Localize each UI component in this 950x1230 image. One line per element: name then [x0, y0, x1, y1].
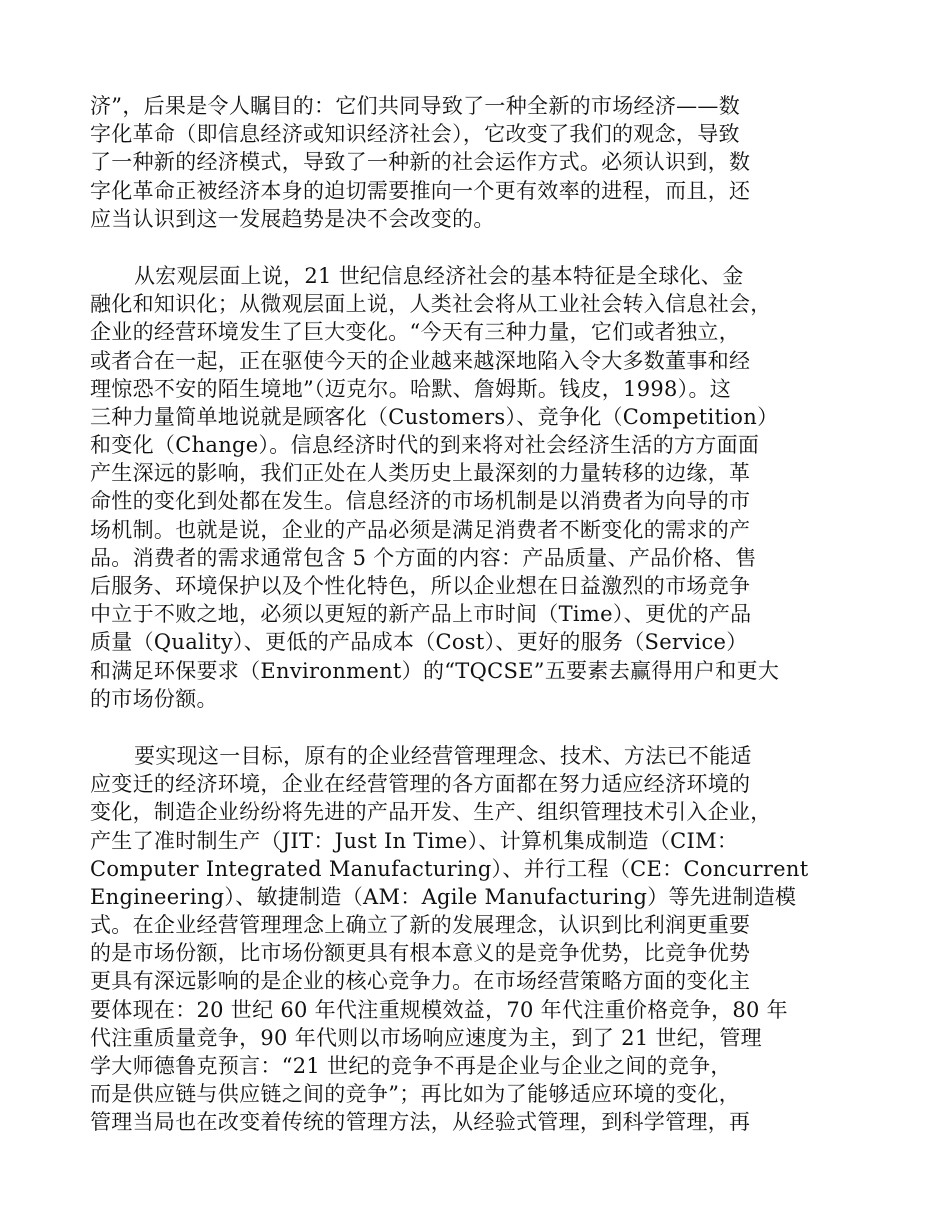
paragraph-2-line-5: 理惊恐不安的陌生境地”（迈克尔。哈默、詹姆斯。钱皮，1998）。这	[90, 376, 732, 401]
paragraph-3-line-3: 变化，制造企业纷纷将先进的产品开发、生产、组织管理技术引入企业，	[90, 800, 772, 825]
paragraph-2-line-1: 从宏观层面上说，21 世纪信息经济社会的基本特征是全球化、金	[134, 263, 744, 288]
paragraph-1-line-2: 字化革命（即信息经济或知识经济社会），它改变了我们的观念，导致	[90, 122, 740, 147]
paragraph-2-line-10: 场机制。也就是说，企业的产品必须是满足消费者不断变化的需求的产	[90, 517, 751, 542]
paragraph-3-line-9: 更具有深远影响的是企业的核心竞争力。在市场经营策略方面的变化主	[90, 969, 751, 994]
paragraph-2-line-4: 或者合在一起，正在驱使今天的企业越来越深地陷入令大多数董事和经	[90, 348, 751, 373]
paragraph-3-line-10: 要体现在：20 世纪 60 年代注重规模效益，70 年代注重价格竞争，80 年	[90, 997, 788, 1022]
paragraph-1-line-1: 济”，后果是令人瞩目的：它们共同导致了一种全新的市场经济——数	[90, 94, 741, 118]
paragraph-3-line-4: 产生了准时制生产（JIT：Just In Time）、计算机集成制造（CIM：	[90, 828, 739, 853]
paragraph-2-line-8: 产生深远的影响，我们正处在人类历史上最深刻的力量转移的边缘，革	[90, 461, 751, 486]
document-page	[90, 92, 870, 1137]
paragraph-3-line-2: 应变迁的经济环境，企业在经营管理的各方面都在努力适应经济环境的	[90, 772, 751, 797]
paragraph-1	[90, 92, 870, 233]
paragraph-1-line-4: 字化革命正被经济本身的迫切需要推向一个更有效率的进程，而且，还	[90, 178, 751, 203]
paragraph-3-line-14: 管理当局也在改变着传统的管理方法，从经验式管理，到科学管理，再	[90, 1110, 751, 1135]
paragraph-2-line-16: 的市场份额。	[90, 686, 218, 711]
paragraph-2-line-12: 后服务、环境保护以及个性化特色，所以企业想在日益激烈的市场竞争	[90, 574, 751, 598]
paragraph-3-line-1: 要实现这一目标，原有的企业经营管理理念、技术、方法已不能适	[134, 743, 752, 768]
paragraph-2-line-7: 和变化（Change）。信息经济时代的到来将对社会经济生活的方方面面	[90, 433, 760, 458]
paragraph-3-line-8: 的是市场份额，比市场份额更具有根本意义的是竞争优势，比竞争优势	[90, 941, 751, 966]
paragraph-3-line-11: 代注重质量竞争，90 年代则以市场响应速度为主，到了 21 世纪，管理	[90, 1025, 762, 1050]
paragraph-2-line-6: 三种力量简单地说就是顾客化（Customers）、竞争化（Competition）	[90, 404, 779, 429]
paragraph-2-line-15: 和满足环保要求（Environment）的“TQCSE”五要素去赢得用户和更大	[90, 658, 780, 683]
paragraph-3-line-12: 学大师德鲁克预言：“21 世纪的竞争不再是企业与企业之间的竞争，	[90, 1054, 732, 1078]
paragraph-3-line-7: 式。在企业经营管理理念上确立了新的发展理念，认识到比利润更重要	[90, 913, 751, 938]
paragraph-1-line-3: 了一种新的经济模式，导致了一种新的社会运作方式。必须认识到，数	[90, 150, 751, 175]
paragraph-2-line-14: 质量（Quality）、更低的产品成本（Cost）、更好的服务（Service）	[90, 630, 748, 655]
paragraph-2-line-2: 融化和知识化；从微观层面上说，人类社会将从工业社会转入信息社会，	[90, 292, 772, 317]
paragraph-2	[90, 262, 870, 713]
paragraph-3-line-13: 而是供应链与供应链之间的竞争”；再比如为了能够适应环境的变化，	[90, 1082, 741, 1107]
paragraph-3	[90, 742, 870, 1137]
paragraph-3-line-5: Computer Integrated Manufacturing）、并行工程（CE：Concurrent	[90, 856, 809, 881]
paragraph-gap	[90, 713, 870, 742]
paragraph-3-line-6: Engineering）、敏捷制造（AM：Agile Manufacturing）等先进制造模	[90, 884, 797, 909]
paragraph-2-line-11: 品。消费者的需求通常包含 5 个方面的内容：产品质量、产品价格、售	[90, 545, 757, 570]
paragraph-2-line-13: 中立于不败之地，必须以更短的新产品上市时间（Time）、更优的产品	[90, 602, 752, 627]
paragraph-2-line-9: 命性的变化到处都在发生。信息经济的市场机制是以消费者为向导的市	[90, 489, 751, 514]
paragraph-1-line-5: 应当认识到这一发展趋势是决不会改变的。	[90, 206, 495, 231]
paragraph-2-line-3: 企业的经营环境发生了巨大变化。“今天有三种力量，它们或者独立，	[90, 320, 741, 345]
paragraph-gap	[90, 233, 870, 262]
